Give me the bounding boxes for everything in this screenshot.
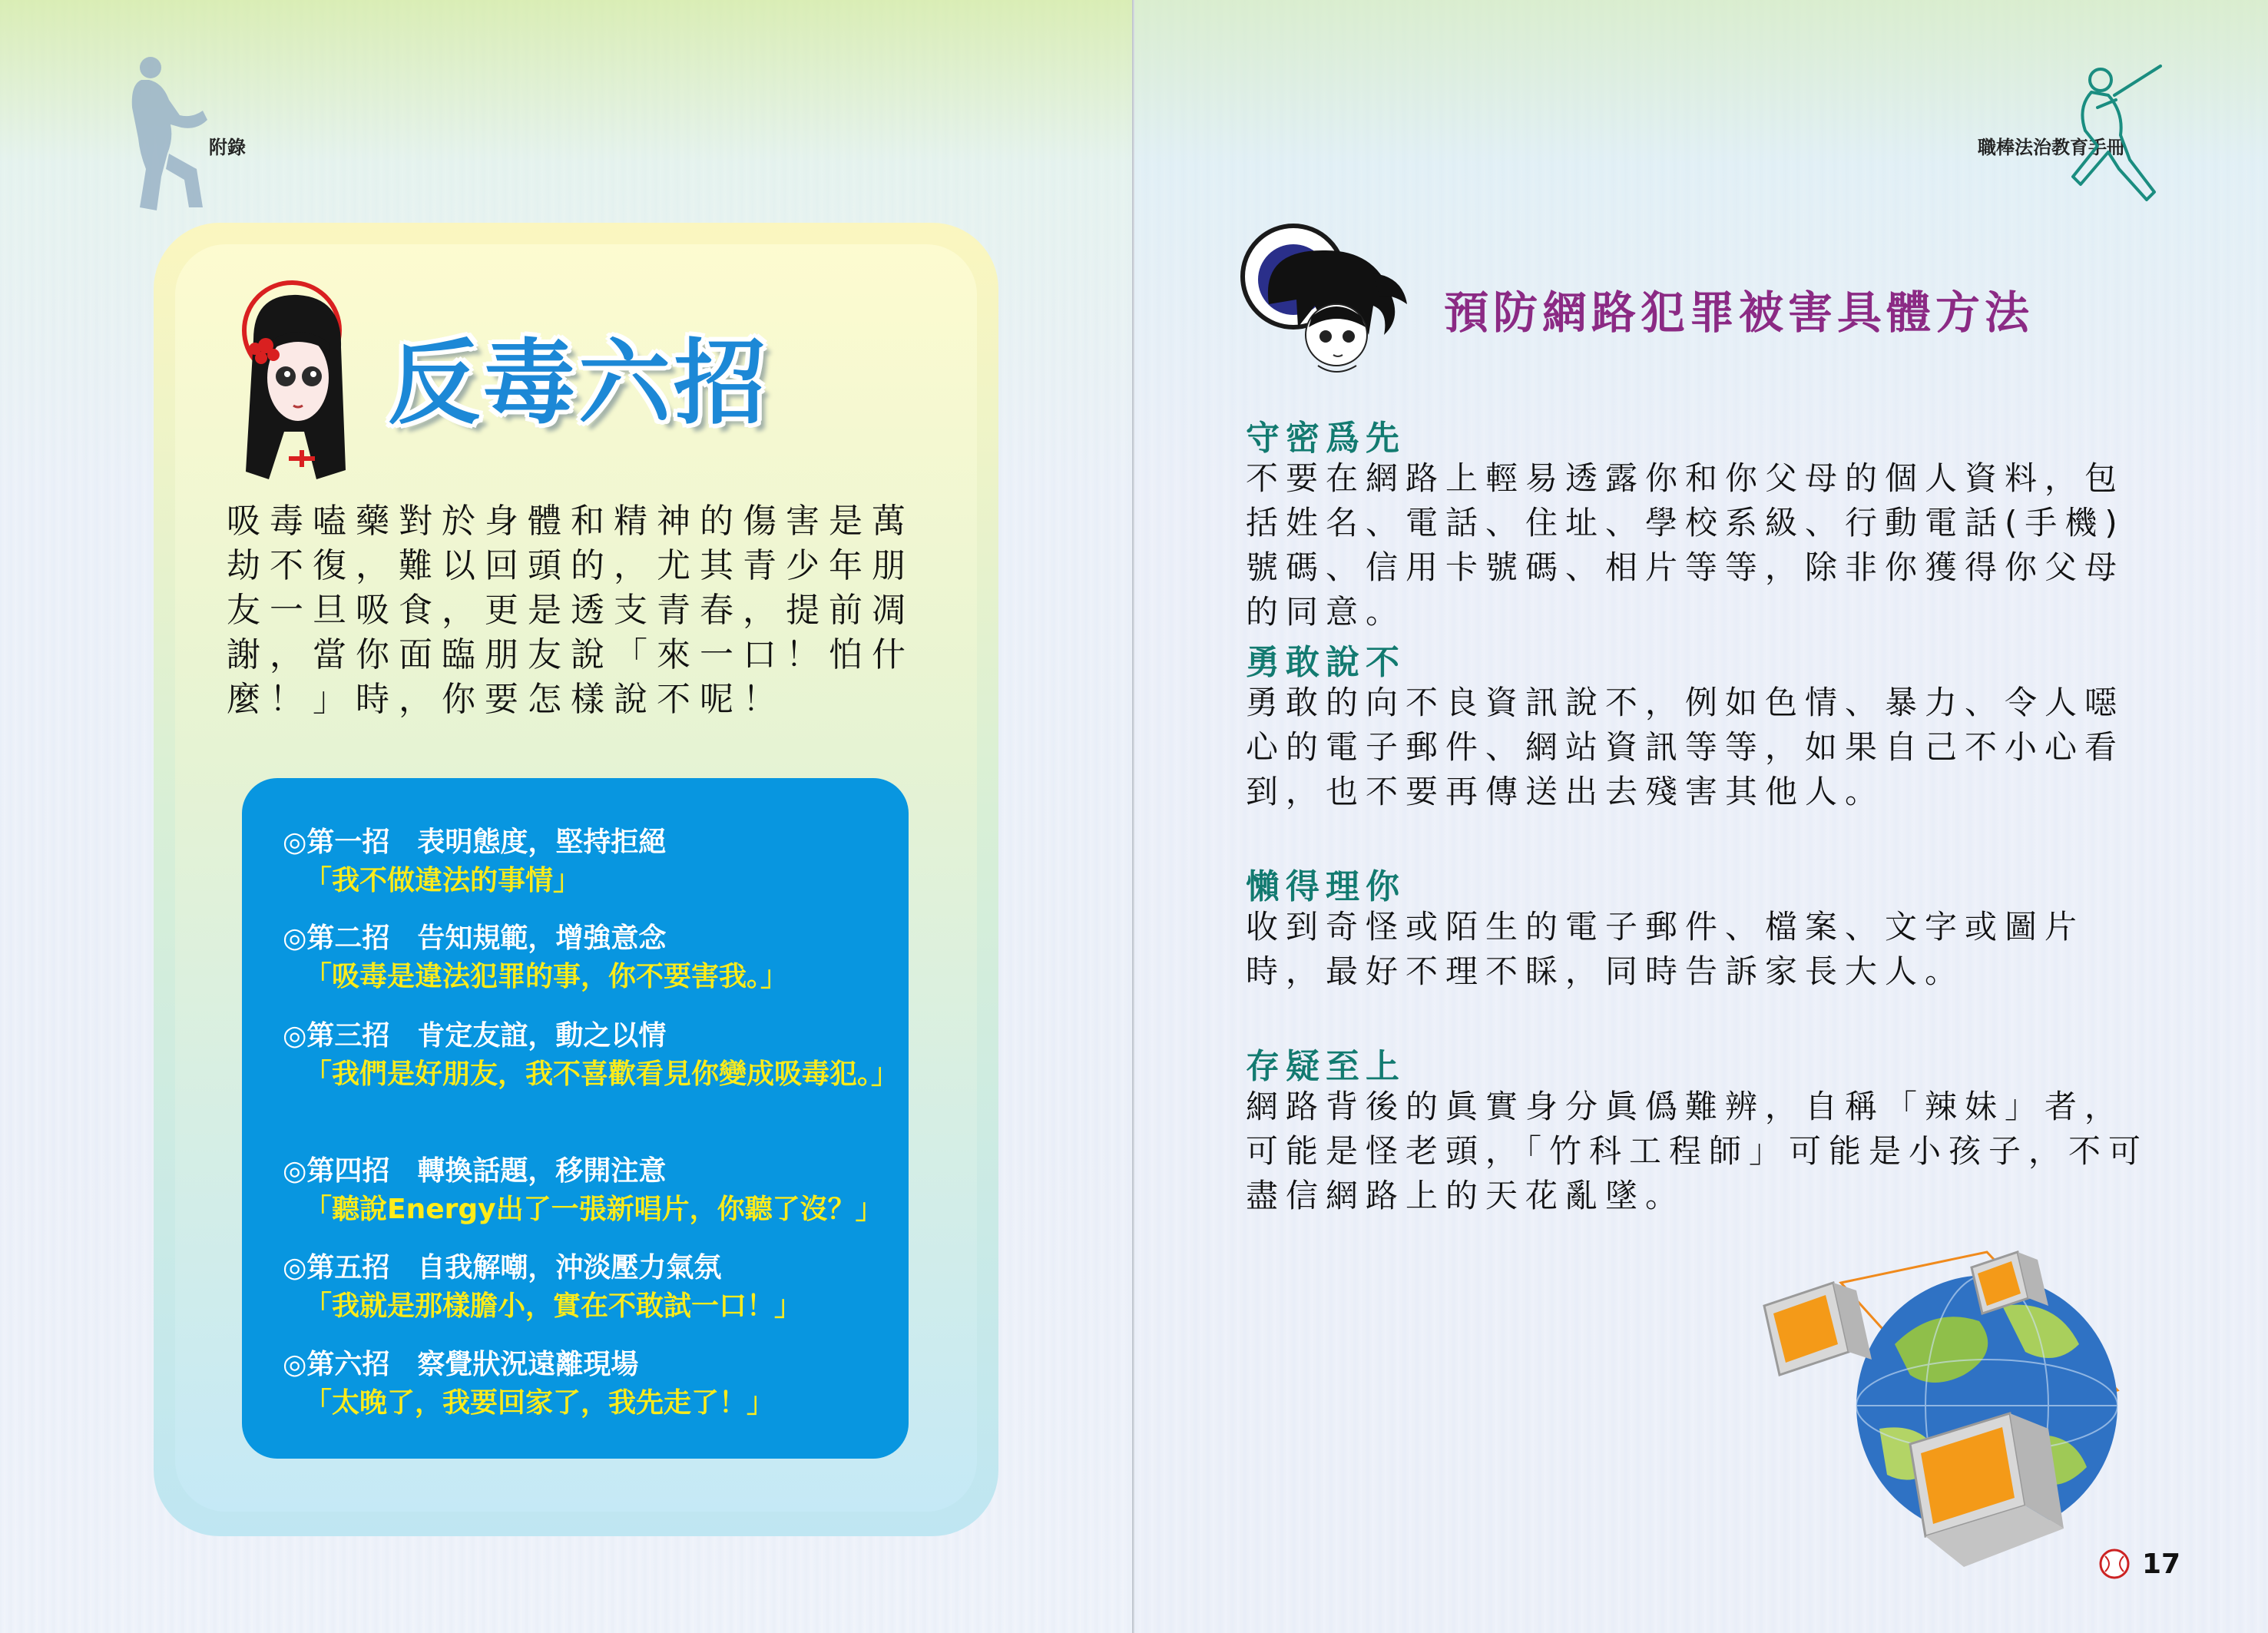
section-body: 不要在網路上輕易透露你和你父母的個人資料，包括姓名、電話、住址、學校系級、行動電話(手機)號碼、信用卡號碼、相片等等，除非你獲得你父母的同意。 (1246, 459, 2125, 631)
page-title: 反毒六招 (388, 330, 769, 437)
section-body: 勇敢的向不良資訊說不，例如色情、暴力、令人噁心的電子郵件、網站資訊等等，如果自己不小心看到，也不要再傳送出去殘害其他人。 (1246, 684, 2125, 810)
tip-head: ◎第三招 肯定友誼，動之以情 (283, 1020, 667, 1052)
girl-portrait-illustration (230, 278, 369, 485)
tip-head: ◎第五招 自我解嘲，沖淡壓力氣氛 (283, 1252, 722, 1284)
tip-quote: 「太晚了，我要回家了，我先走了！」 (304, 1387, 775, 1419)
section-heading: 預防網路犯罪被害具體方法 (1444, 287, 2035, 339)
tip-item (283, 823, 920, 900)
tip-quote: 「我們是好朋友，我不喜歡看見你變成吸毒犯。」 (304, 1058, 899, 1090)
tip-item (283, 1017, 920, 1094)
right-page (1134, 0, 2268, 1633)
network-globe-illustration (1749, 1237, 2141, 1590)
tip-item (283, 1152, 920, 1229)
tip-quote: 「聽說Energy出了一張新唱片，你聽了沒？」 (304, 1194, 883, 1225)
running-head-right: 職棒法治教育手冊 (1978, 137, 2125, 158)
section-title: 存疑至上 (1246, 1047, 1405, 1086)
tip-item (283, 1346, 920, 1423)
girl-long-hair-illustration (1238, 220, 1411, 389)
page-number: 17 (2142, 1549, 2181, 1580)
batter-outline-icon (2054, 61, 2170, 207)
section-title: 守密爲先 (1246, 419, 1405, 458)
tip-head: ◎第六招 察覺狀況遠離現場 (283, 1349, 639, 1380)
tip-quote: 「吸毒是違法犯罪的事，你不要害我。」 (304, 961, 789, 992)
tip-head: ◎第四招 轉換話題，移開注意 (283, 1155, 667, 1187)
baseball-icon (2097, 1547, 2131, 1581)
pitcher-silhouette-icon (123, 54, 215, 215)
running-head-left: 附錄 (209, 137, 246, 158)
tip-quote: 「我就是那樣膽小，實在不敢試一口！」 (304, 1290, 803, 1322)
tip-item (283, 919, 920, 996)
section-body: 網路背後的眞實身分眞僞難辨，自稱「辣妹」者，可能是怪老頭，「竹科工程師」可能是小孩子，不可盡信網路上的天花亂墜。 (1246, 1088, 2149, 1214)
tip-head: ◎第一招 表明態度，堅持拒絕 (283, 826, 667, 858)
tip-head: ◎第二招 告知規範，增強意念 (283, 922, 667, 954)
section-title: 勇敢說不 (1246, 643, 1405, 682)
tip-item (283, 1249, 920, 1326)
section-title: 懶得理你 (1246, 867, 1405, 906)
intro-paragraph: 吸毒嗑藥對於身體和精神的傷害是萬劫不復，難以回頭的，尤其青少年朋友一旦吸食，更是透支青春，提前凋謝，當你面臨朋友說「來一口！怕什麼！」時，你要怎樣說不呢！ (227, 502, 915, 719)
tip-quote: 「我不做違法的事情」 (304, 865, 581, 896)
section-body: 收到奇怪或陌生的電子郵件、檔案、文字或圖片時，最好不理不睬，同時告訴家長大人。 (1246, 908, 2085, 990)
